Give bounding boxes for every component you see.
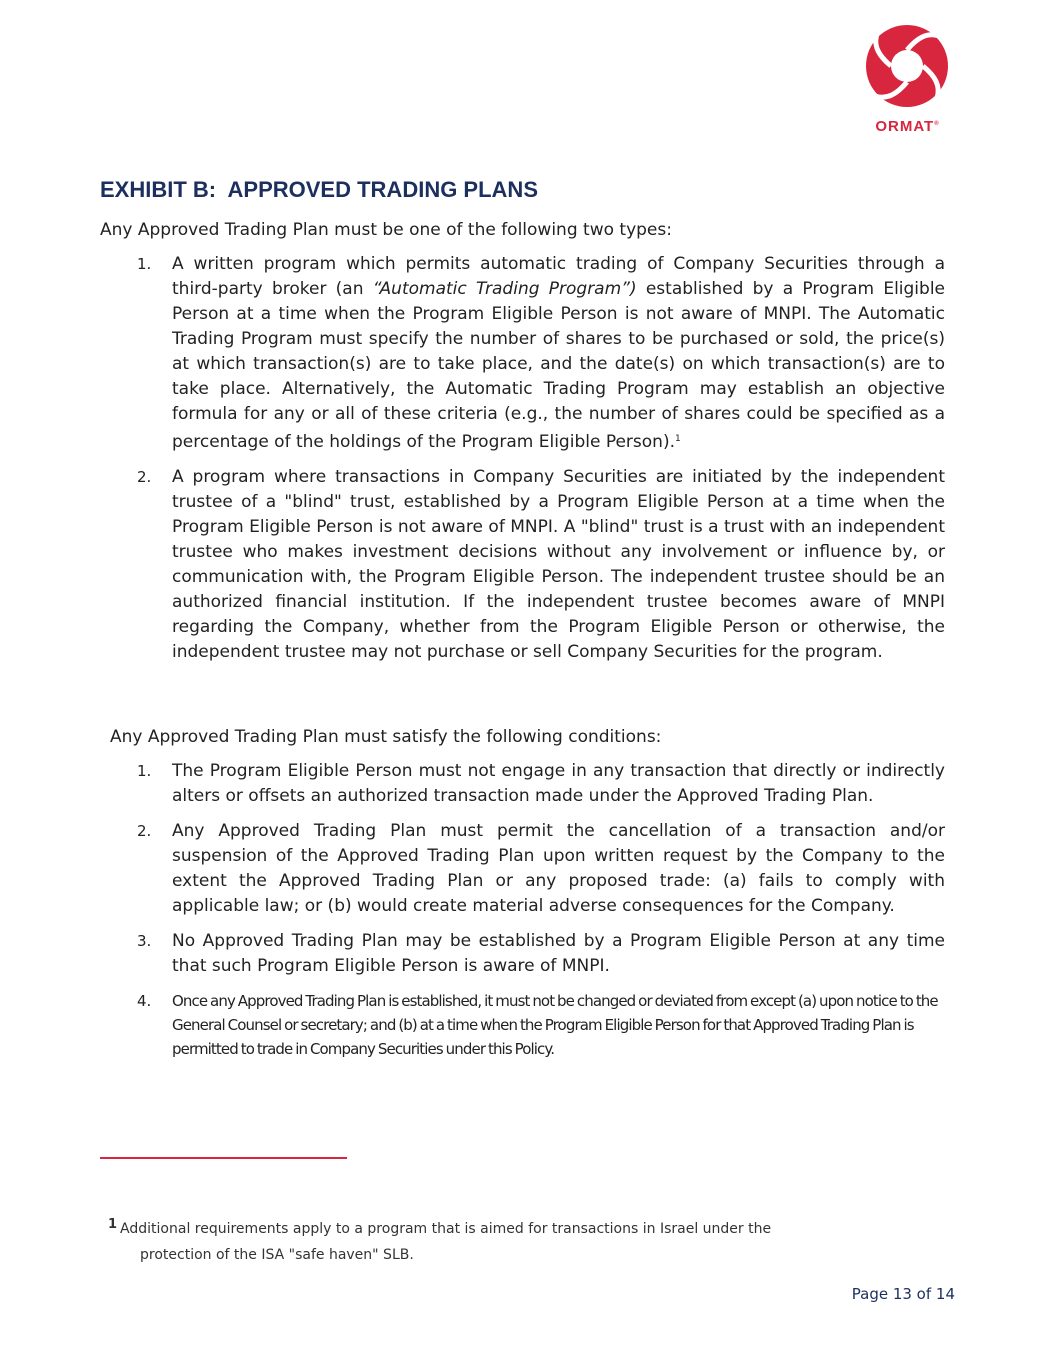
ormat-logo-icon: [865, 24, 949, 108]
types-intro: Any Approved Trading Plan must be one of the following two types:: [100, 220, 672, 240]
list-item: 4. Once any Approved Trading Plan is established, it must not be changed or deviated from except (a) upon notice to the General Counsel or secretary; and (b) at a time when the Program Eligible Person for that Approved Trading Plan is permitted to trade in Company Securities under this Policy.: [137, 992, 938, 1058]
list-item: 1. A written program which permits automatic trading of Company Securities through a third-party broker (an “Automatic Trading Program”) established by a Program Eligible Person at a time when the Program Eligible Person is not aware of MNPI. The Automatic Trading Program must specify the number of shares to be purchased or sold, the price(s) at which transaction(s) are to take place, and the date(s) on which transaction(s) are to take place. Alternatively, the Automatic Trading Program may establish an objective formula for any or all of these criteria (e.g., the number of shares could be specified as a percentage of the holdings of the Program Eligible Person).$^1$: [137, 254, 946, 452]
footnote: 1 Additional requirements apply to a program that is aimed for transactions in Israel under the protection of the ISA "safe haven" SLB.: [108, 1217, 772, 1263]
list-item: 1. The Program Eligible Person must not engage in any transaction that directly or indirectly alters or offsets an authorized transaction made under the Approved Trading Plan.: [137, 761, 945, 806]
page-title: EXHIBIT B: APPROVED TRADING PLANS: [100, 177, 538, 202]
list-item: 2. A program where transactions in Company Securities are initiated by the independent trustee of a "blind" trust, established by a Program Eligible Person at a time when the Program Eligible Person is not aware of MNPI. A "blind" trust is a trust with an independent trustee who makes investment decisions without any involvement or influence by, or communication with, the Program Eligible Person. The independent trustee should be an authorized financial institution. If the independent trustee becomes aware of MNPI regarding the Company, whether from the Program Eligible Person or otherwise, the independent trustee may not purchase or sell Company Securities for the program.: [137, 467, 945, 662]
ormat-logo: [862, 24, 952, 136]
list-item: 3. No Approved Trading Plan may be established by a Program Eligible Person at any time that such Program Eligible Person is aware of MNPI.: [137, 931, 945, 976]
plan-types-list: [100, 252, 945, 675]
footnote-ref[interactable]: 1: [674, 434, 681, 444]
conditions-intro: Any Approved Trading Plan must satisfy the following conditions:: [110, 727, 662, 747]
page-number: Page 13 of 14: [851, 1285, 955, 1303]
list-item: 2. Any Approved Trading Plan must permit the cancellation of a transaction and/or suspension of the Approved Trading Plan upon written request by the Company to the extent the Approved Trading Plan or any proposed trade: (a) fails to comply with applicable law; or (b) would create material adverse consequences for the Company.: [137, 821, 945, 916]
conditions-list: [100, 759, 945, 1071]
logo-wordmark: ORMAT®: [875, 118, 939, 135]
footnote-divider: [100, 1157, 347, 1159]
